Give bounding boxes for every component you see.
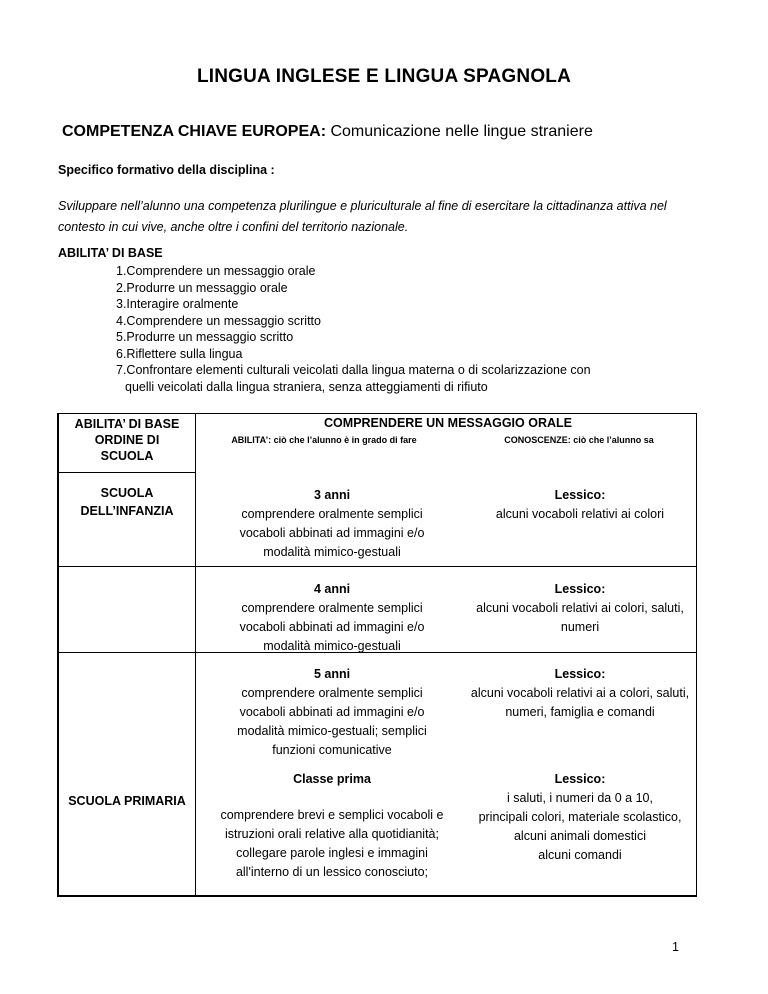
abilita-line: all'interno di un lessico conosciuto; bbox=[235, 865, 429, 879]
header-line: SCUOLA bbox=[100, 449, 154, 463]
list-item-continuation-text: quelli veicolati dalla lingua straniera, senza atteggiamenti di rifiuto bbox=[125, 379, 488, 394]
key-competence bbox=[62, 123, 593, 141]
document-title: LINGUA INGLESE E LINGUA SPAGNOLA bbox=[196, 66, 572, 87]
lessico-label: Lessico: bbox=[554, 582, 606, 596]
level-label: 3 anni bbox=[313, 488, 351, 502]
abilita-line: collegare parole inglesi e immagini bbox=[236, 846, 428, 860]
column-divider bbox=[195, 414, 196, 896]
school-label: SCUOLA PRIMARIA bbox=[68, 794, 186, 808]
abilita-line: modalità mimico-gestuali bbox=[263, 545, 401, 559]
conoscenze-line: alcuni comandi bbox=[538, 848, 622, 862]
conoscenze-line: i saluti, i numeri da 0 a 10, bbox=[507, 791, 653, 805]
school-label bbox=[59, 484, 195, 520]
lessico-label: Lessico: bbox=[554, 772, 606, 786]
conoscenze-cell bbox=[464, 665, 696, 722]
conoscenze-line: alcuni vocaboli relativi ai colori, saluti, bbox=[476, 601, 684, 615]
header-line: ORDINE DI bbox=[94, 433, 160, 447]
discipline-heading: Specifico formativo della disciplina : bbox=[58, 163, 275, 177]
conoscenze-cell bbox=[464, 580, 696, 637]
abilita-line: vocaboli abbinati ad immagini e/o bbox=[239, 526, 425, 540]
conoscenze-line: alcuni animali domestici bbox=[513, 829, 646, 843]
school-label-line: SCUOLA bbox=[100, 486, 154, 500]
row-divider bbox=[59, 472, 195, 473]
level-label: 4 anni bbox=[313, 582, 351, 596]
abilita-line: modalità mimico-gestuali; semplici bbox=[237, 724, 427, 738]
lessico-label: Lessico: bbox=[554, 667, 606, 681]
abilita-cell bbox=[199, 806, 465, 882]
header-order-school bbox=[59, 414, 195, 464]
abilita-line: vocaboli abbinati ad immagini e/o bbox=[239, 620, 425, 634]
intro-paragraph: Sviluppare nell’alunno una competenza plurilingue e pluriculturale al fine di esercitare la cittadinanza attiva nel contesto in cui vive, anche oltre i confini del territorio nazionale. bbox=[58, 199, 667, 234]
abilita-cell bbox=[209, 665, 455, 760]
column-header-abilita: ABILITA’: ciò che l’alunno è in grado di fare bbox=[231, 435, 417, 445]
abilita-cell bbox=[209, 580, 455, 656]
page-number: 1 bbox=[672, 940, 679, 954]
header-skill-title: COMPRENDERE UN MESSAGGIO ORALE bbox=[324, 416, 572, 430]
basic-skills-heading: ABILITA’ DI BASE bbox=[58, 246, 163, 260]
list-item: 7.Confrontare elementi culturali veicolati dalla lingua materna o di scolarizzazione con bbox=[116, 363, 591, 377]
list-item: 4.Comprendere un messaggio scritto bbox=[116, 313, 321, 328]
abilita-line: modalità mimico-gestuali bbox=[263, 639, 401, 653]
column-header-conoscenze: CONOSCENZE: ciò che l’alunno sa bbox=[504, 435, 654, 445]
abilita-line: comprendere oralmente semplici bbox=[241, 601, 423, 615]
level-label: 5 anni bbox=[313, 667, 351, 681]
skills-table bbox=[57, 413, 697, 897]
conoscenze-line: principali colori, materiale scolastico, bbox=[478, 810, 682, 824]
abilita-cell bbox=[209, 486, 455, 562]
conoscenze-line: alcuni vocaboli relativi ai colori bbox=[495, 507, 665, 521]
list-item: 3.Interagire oralmente bbox=[116, 297, 239, 311]
conoscenze-line: numeri bbox=[560, 620, 600, 634]
level-label: Classe prima bbox=[293, 772, 371, 786]
conoscenze-line: numeri, famiglia e comandi bbox=[505, 705, 655, 719]
conoscenze-cell bbox=[464, 770, 696, 865]
abilita-line: comprendere oralmente semplici bbox=[241, 507, 423, 521]
key-competence-value: Comunicazione nelle lingue straniere bbox=[326, 123, 593, 140]
conoscenze-line: alcuni vocaboli relativi ai a colori, saluti, bbox=[470, 686, 690, 700]
basic-skills-list bbox=[116, 263, 676, 395]
abilita-line: istruzioni orali relative alla quotidianità; bbox=[224, 827, 439, 841]
abilita-line: funzioni comunicative bbox=[272, 743, 392, 757]
row-divider bbox=[59, 566, 697, 567]
list-item: 2.Produrre un messaggio orale bbox=[116, 280, 288, 295]
list-item-continuation bbox=[116, 379, 676, 396]
list-item: 6.Riflettere sulla lingua bbox=[116, 346, 243, 361]
abilita-line: comprendere brevi e semplici vocaboli e bbox=[220, 808, 444, 822]
abilita-line: comprendere oralmente semplici bbox=[241, 686, 423, 700]
list-item: 1.Comprendere un messaggio orale bbox=[116, 264, 316, 278]
conoscenze-cell bbox=[464, 486, 696, 524]
school-label-line: DELL’INFANZIA bbox=[80, 504, 174, 518]
abilita-line: vocaboli abbinati ad immagini e/o bbox=[239, 705, 425, 719]
key-competence-label: COMPETENZA CHIAVE EUROPEA: bbox=[62, 123, 327, 140]
lessico-label: Lessico: bbox=[554, 488, 606, 502]
header-line: ABILITA’ DI BASE bbox=[74, 417, 180, 431]
list-item: 5.Produrre un messaggio scritto bbox=[116, 330, 294, 344]
